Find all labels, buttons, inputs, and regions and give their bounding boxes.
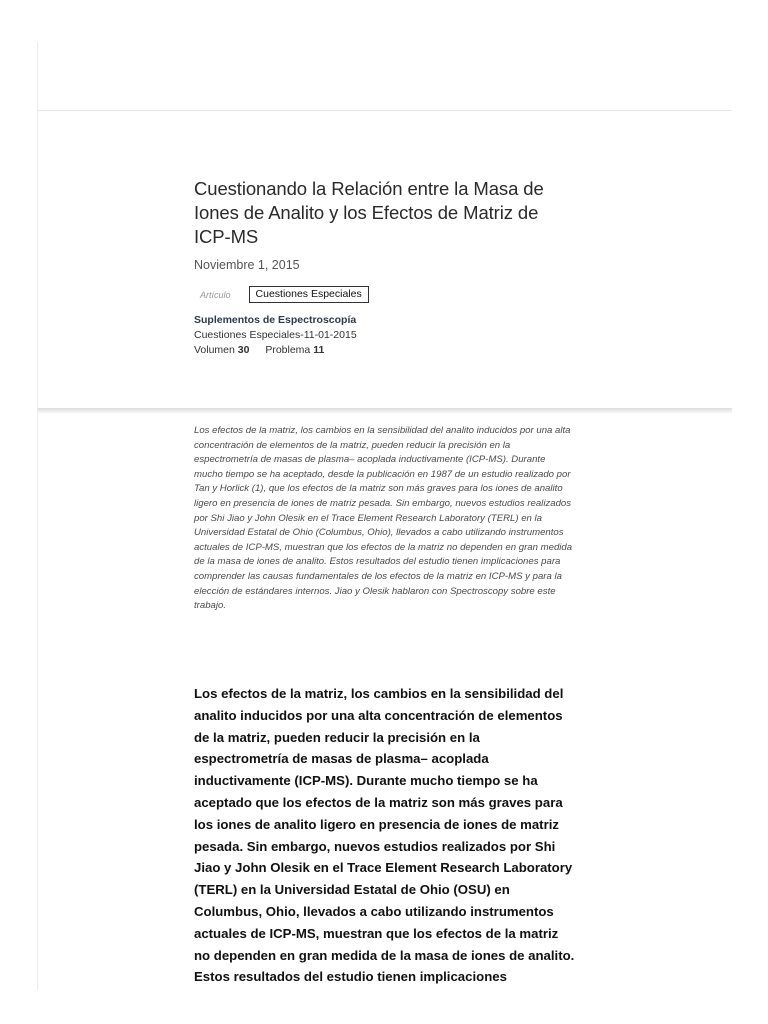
issue-number: 11 bbox=[313, 344, 325, 356]
publication-meta bbox=[194, 313, 357, 358]
volume-label: Volumen bbox=[194, 344, 235, 356]
volume-issue-line bbox=[194, 343, 357, 358]
article-title: Cuestionando la Relación entre la Masa de Iones de Analito y los Efectos de Matriz de ICP-MS bbox=[194, 178, 544, 247]
issue-name: Cuestiones Especiales-11-01-2015 bbox=[194, 329, 357, 341]
publication-name[interactable]: Suplementos de Espectroscopía bbox=[194, 314, 357, 326]
issue-label: Problema bbox=[265, 344, 311, 356]
category-tag[interactable]: Cuestiones Especiales bbox=[249, 286, 369, 303]
article-body: Los efectos de la matriz, los cambios en la sensibilidad del analito inducidos por una alta concentración de elementos de la matriz, pueden reducir la precisión en la espectrometría de masas de plasma– acoplada inductivamente (ICP-MS). Durante mucho tiempo se ha aceptado que los efectos de la matriz son más graves para los iones de analito ligero en presencia de iones de matriz pesada. Sin embargo, nuevos estudios realizados por Shi Jiao y John Olesik en el Trace Element Research Laboratory (TERL) en la Universidad Estatal de Ohio (OSU) en Columbus, Ohio, llevados a cabo utilizando instrumentos actuales de ICP-MS, muestran que los efectos de la matriz no dependen en gran medida de la masa de iones de analito. Estos resultados del estudio tienen implicaciones bbox=[194, 686, 575, 985]
article-tags bbox=[194, 286, 369, 303]
volume-number: 30 bbox=[237, 344, 250, 356]
article-abstract: Los efectos de la matriz, los cambios en la sensibilidad del analito inducidos por una alta concentración de elementos de la matriz, pueden reducir la precisión en la espectrometría de masas de plasma– acoplada inductivamente (ICP-MS). Durante mucho tiempo se ha aceptado, desde la publicación en 1987 de un estudio realizado por Tan y Horlick (1), que los efectos de la matriz son más graves para los iones de analito ligero en presencia de iones de matriz pesada. Sin embargo, nuevos estudios realizados por Shi Jiao y John Olesik en el Trace Element Research Laboratory (TERL) en la Universidad Estatal de Ohio (Columbus, Ohio), llevados a cabo utilizando instrumentos actuales de ICP-MS, muestran que los efectos de la matriz no dependen en gran medida de la masa de iones de analito. Estos resultados del estudio tienen implicaciones para comprender las causas fundamentales de los efectos de la matriz en ICP-MS y para la elección de estándares internos. Jiao y Olesik hablaron con Spectroscopy sobre este trabajo. bbox=[194, 425, 573, 612]
top-header-band bbox=[38, 42, 732, 111]
article-type-label: Artículo bbox=[200, 289, 231, 300]
publish-date: Noviembre 1, 2015 bbox=[194, 258, 300, 272]
header-divider-shadow bbox=[38, 408, 732, 414]
article-header-card bbox=[38, 111, 732, 409]
